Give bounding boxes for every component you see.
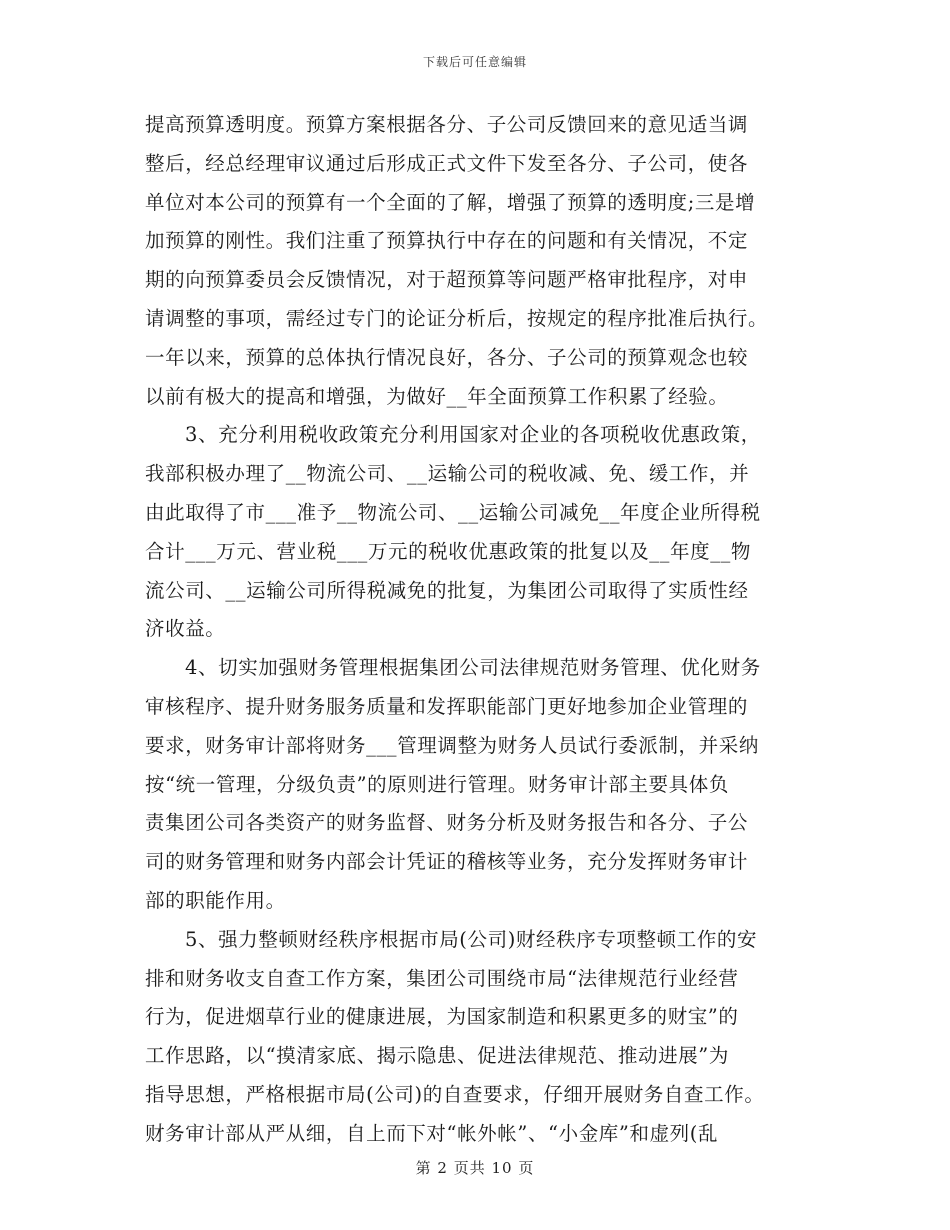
- text-line: 流公司、__运输公司所得税减免的批复，为集团公司取得了实质性经: [145, 578, 749, 602]
- text-line: 加预算的刚性。我们注重了预算执行中存在的问题和有关情况，不定: [145, 229, 749, 253]
- text-line: 整后，经总经理审议通过后形成正式文件下发至各分、子公司，使各: [145, 151, 749, 175]
- document-body: [145, 106, 815, 1154]
- text-line: 由此取得了市___准予__物流公司、__运输公司减免__年度企业所得税: [145, 500, 761, 524]
- text-line: 财务审计部从严从细，自上而下对“帐外帐”、“小金库”和虚列(乱: [145, 1121, 719, 1145]
- text-line: 行为，促进烟草行业的健康进展，为国家制造和积累更多的财宝”的: [145, 1005, 739, 1029]
- text-line: 我部积极办理了__物流公司、__运输公司的税收减、免、缓工作，并: [145, 462, 750, 486]
- text-line: 审核程序、提升财务服务质量和发挥职能部门更好地参加企业管理的: [145, 694, 749, 718]
- text-line: 3、充分利用税收政策充分利用国家对企业的各项税收优惠政策，: [185, 423, 761, 447]
- text-line: 单位对本公司的预算有一个全面的了解，增强了预算的透明度;三是增: [145, 190, 756, 214]
- text-line: 合计___万元、营业税___万元的税收优惠政策的批复以及__年度__物: [145, 539, 751, 563]
- text-line: 济收益。: [145, 617, 226, 641]
- text-line: 请调整的事项，需经过专门的论证分析后，按规定的程序批准后执行。: [145, 306, 769, 330]
- text-line: 按“统一管理，分级负责”的原则进行管理。财务审计部主要具体负: [145, 772, 729, 796]
- text-line: 要求，财务审计部将财务___管理调整为财务人员试行委派制，并采纳: [145, 733, 759, 757]
- text-line: 工作思路，以“摸清家底、揭示隐患、促进法律规范、推动进展”为: [145, 1044, 729, 1068]
- page-number-footer: 第 2 页共 10 页: [415, 1159, 535, 1177]
- text-line: 提高预算透明度。预算方案根据各分、子公司反馈回来的意见适当调: [145, 113, 749, 136]
- text-line: 司的财务管理和财务内部会计凭证的稽核等业务，充分发挥财务审计: [145, 850, 749, 874]
- text-line: 排和财务收支自查工作方案，集团公司围绕市局“法律规范行业经营: [145, 966, 739, 990]
- text-line: 部的职能作用。: [145, 888, 286, 912]
- text-line: 以前有极大的提高和增强，为做好__年全面预算工作积累了经验。: [145, 384, 729, 408]
- page-header-note: 下载后可任意编辑: [422, 55, 527, 69]
- text-line: 一年以来，预算的总体执行情况良好，各分、子公司的预算观念也较: [145, 345, 749, 369]
- text-line: 指导思想，严格根据市局(公司)的自查要求，仔细开展财务自查工作。: [145, 1082, 765, 1106]
- text-line: 期的向预算委员会反馈情况，对于超预算等问题严格审批程序，对申: [145, 268, 749, 292]
- text-line: 5、强力整顿财经秩序根据市局(公司)财经秩序专项整顿工作的安: [185, 927, 758, 951]
- text-line: 4、切实加强财务管理根据集团公司法律规范财务管理、优化财务: [185, 656, 761, 680]
- text-line: 责集团公司各类资产的财务监督、财务分析及财务报告和各分、子公: [145, 811, 749, 835]
